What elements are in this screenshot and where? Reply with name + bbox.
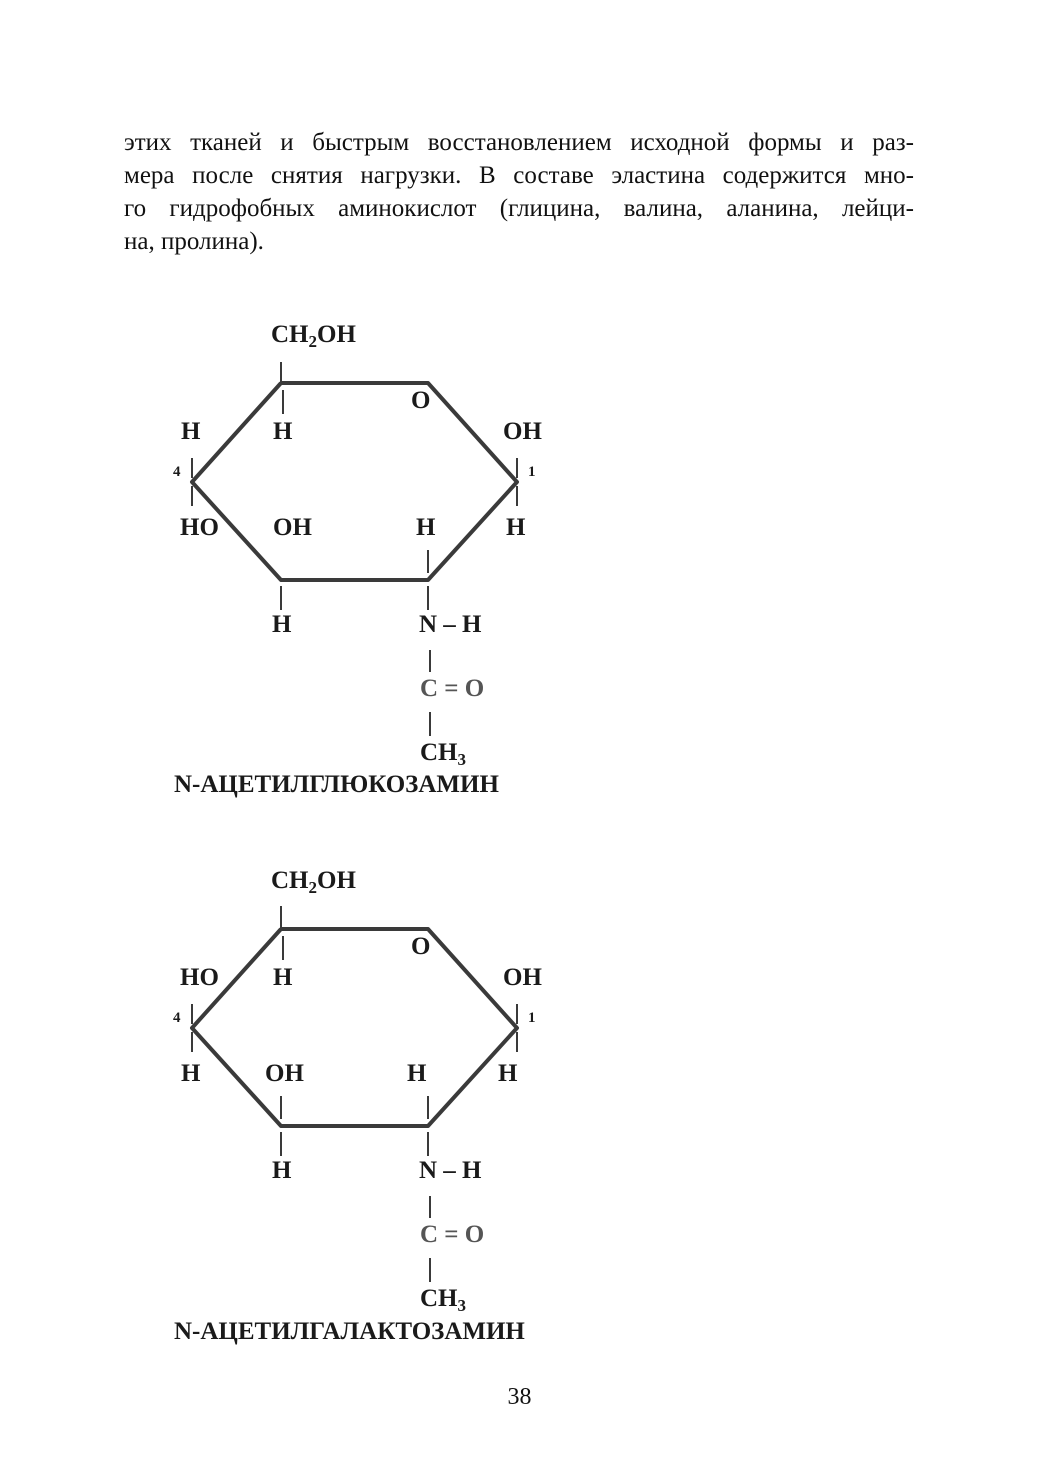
ring-bond [192, 383, 517, 580]
carbonyl-group: C = O [420, 1221, 485, 1248]
c2-hydrogen: H [407, 1060, 427, 1087]
c4-top-substituent: H [181, 418, 201, 445]
methyl-group: $CH_3$ [420, 1285, 466, 1315]
c5-hydrogen: H [273, 964, 293, 991]
amine-group: N – H [419, 1157, 482, 1184]
c1-hydrogen: H [498, 1060, 518, 1087]
molecule-name: N-АЦЕТИЛГЛЮКОЗАМИН [174, 771, 499, 798]
carbon-number-4: 4 [173, 464, 181, 480]
c2-hydrogen: H [416, 514, 436, 541]
ring-oxygen: O [411, 933, 431, 960]
molecule-glucosamine [0, 310, 700, 810]
c3-hydrogen: H [272, 1157, 292, 1184]
c1-hydrogen: H [506, 514, 526, 541]
amine-group: N – H [419, 611, 482, 638]
c4-top-substituent: HO [180, 964, 219, 991]
c3-hydroxyl: OH [265, 1060, 304, 1087]
c3-hydrogen: H [272, 611, 292, 638]
ring-structure-diagram [0, 856, 700, 1356]
text-line: на, пролина). [124, 228, 264, 255]
page-number: 38 [507, 1384, 532, 1410]
ch2oh-group: $CH_2OH$ [271, 321, 356, 351]
c1-hydroxyl: OH [503, 964, 542, 991]
ch2oh-group: $CH_2OH$ [271, 867, 356, 897]
ring-structure-diagram [0, 310, 700, 810]
c4-bottom-substituent: H [181, 1060, 201, 1087]
carbon-number-1: 1 [528, 1010, 536, 1026]
text-line: го гидрофобных аминокислот (глицина, валина, аланина, лейци- [124, 195, 914, 222]
carbonyl-group: C = O [420, 675, 485, 702]
c1-hydroxyl: OH [503, 418, 542, 445]
molecule-galactosamine [0, 856, 700, 1356]
molecule-name: N-АЦЕТИЛГАЛАКТОЗАМИН [174, 1318, 525, 1345]
ring-bond [192, 929, 517, 1126]
carbon-number-4: 4 [173, 1010, 181, 1026]
c3-hydroxyl: OH [273, 514, 312, 541]
ring-oxygen: O [411, 387, 431, 414]
text-line: мера после снятия нагрузки. В составе эластина содержится мно- [124, 162, 914, 189]
carbon-number-1: 1 [528, 464, 536, 480]
body-paragraph [124, 126, 914, 258]
methyl-group: $CH_3$ [420, 739, 466, 769]
c5-hydrogen: H [273, 418, 293, 445]
c4-bottom-substituent: HO [180, 514, 219, 541]
text-line: этих тканей и быстрым восстановлением исходной формы и раз- [124, 129, 914, 156]
